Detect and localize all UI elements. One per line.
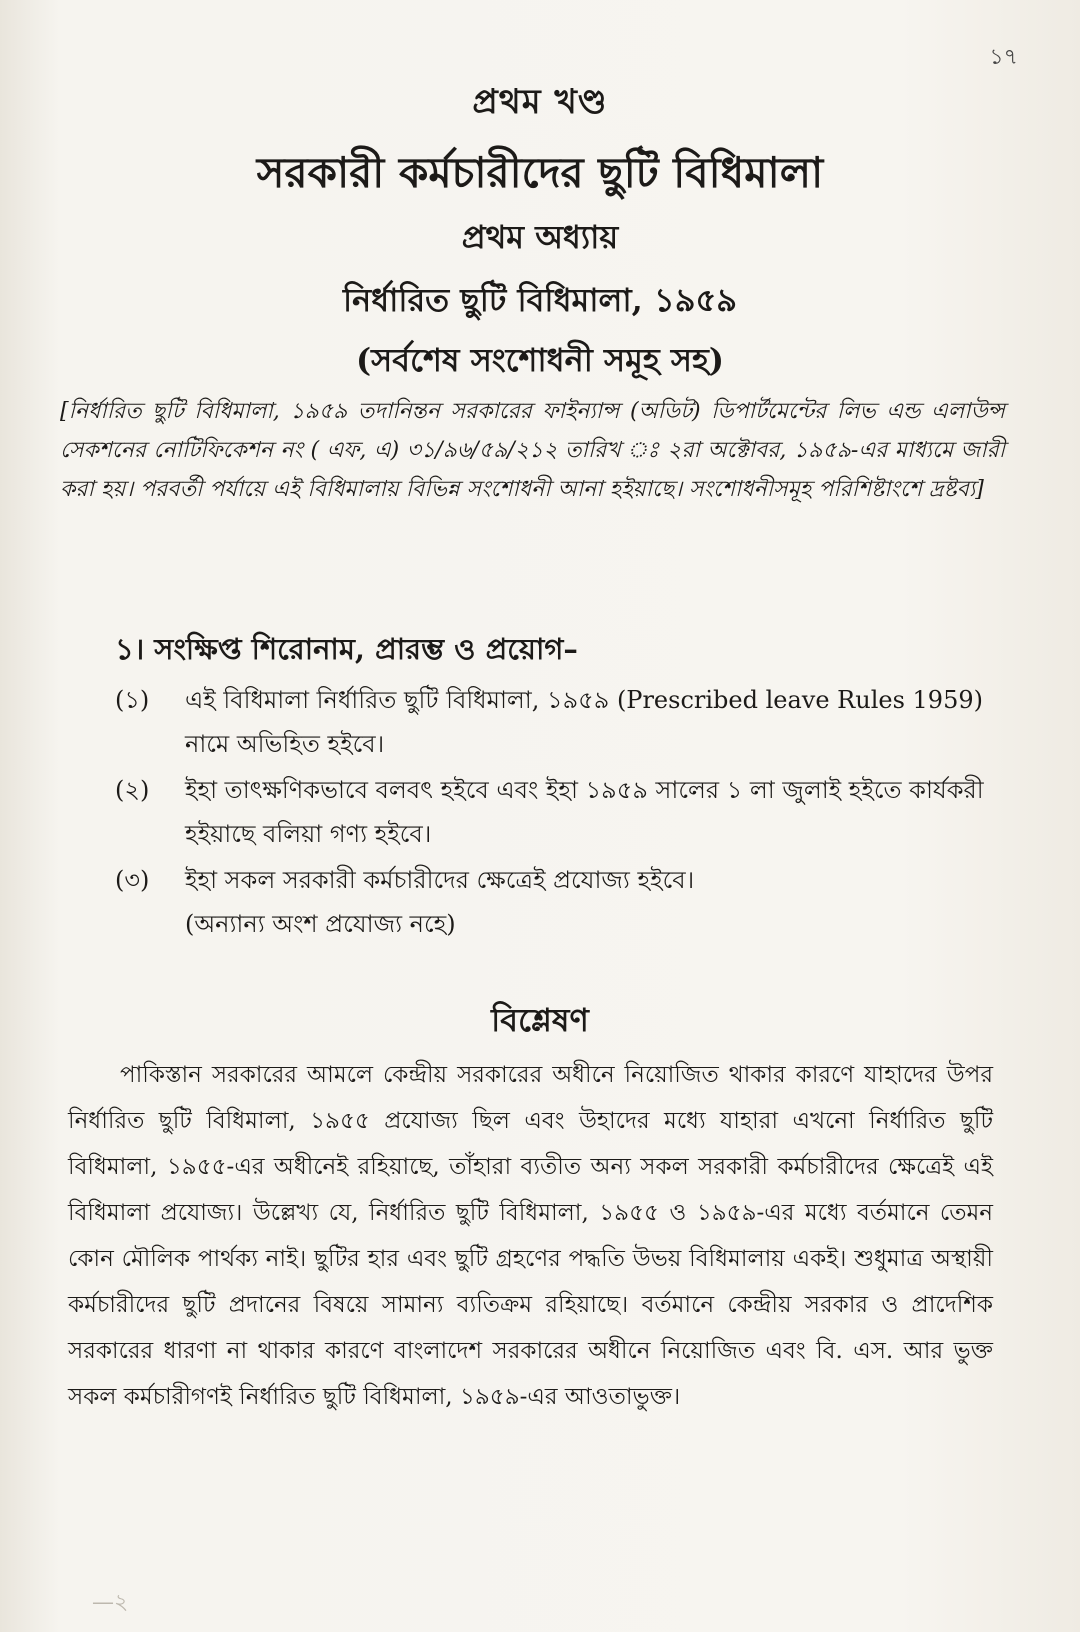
analysis-paragraph: পাকিস্তান সরকারের আমলে কেন্দ্রীয় সরকারের অধীনে নিয়োজিত থাকার কারণে যাহাদের উপর নির্ধারিত ছুটি বিধিমালা, ১৯৫৫ প্রযোজ্য ছিল এবং উহাদের মধ্যে যাহারা এখনো নির্ধারিত ছুটি বিধিমালা, ১৯৫৫-এর অধীনেই রহিয়াছে, তাঁহারা ব্যতীত অন্য সকল সরকারী কর্মচারীদের ক্ষেত্রেই এই বিধিমালা প্রযোজ্য। উল্লেখ্য যে, নির্ধারিত ছুটি বিধিমালা, ১৯৫৫ ও ১৯৫৯-এর মধ্যে বর্তমানে তেমন কোন মৌলিক পার্থক্য নাই। ছুটির হার এবং ছুটি গ্রহণের পদ্ধতি উভয় বিধিমালায় একই। শুধুমাত্র অস্থায়ী কর্মচারীদের ছুটি প্রদানের বিষয়ে সামান্য ব্যতিক্রম রহিয়াছে। বর্তমানে কেন্দ্রীয় সরকার ও প্রাদেশিক সরকারের ধারণা না থাকার কারণে বাংলাদেশ সরকারের অধীনে নিয়োজিত এবং বি. এস. আর ভুক্ত সকল কর্মচারীগণই নির্ধারিত ছুটি বিধিমালা, ১৯৫৯-এর আওতাভুক্ত। bbox=[68, 1062, 993, 1410]
clause-3 bbox=[115, 858, 995, 902]
main-title: সরকারী কর্মচারীদের ছুটি বিধিমালা bbox=[256, 148, 824, 197]
clause-2 bbox=[115, 768, 995, 856]
clause-number: (১) bbox=[115, 686, 150, 714]
clause-1 bbox=[115, 678, 995, 766]
page-number: ১৭ bbox=[989, 45, 1018, 70]
clause-text: এই বিধিমালা নির্ধারিত ছুটি বিধিমালা, ১৯৫৯ (Prescribed leave Rules 1959) নামে অভিহিত হইবে। bbox=[185, 686, 983, 758]
clause-text: ইহা সকল সরকারী কর্মচারীদের ক্ষেত্রেই প্রযোজ্য হইবে। bbox=[185, 866, 695, 894]
bleed-through-footer-mark: —২ bbox=[92, 1590, 129, 1615]
chapter-title: প্রথম অধ্যায় bbox=[461, 218, 619, 256]
part-title: প্রথম খণ্ড bbox=[472, 82, 608, 122]
analysis-title: বিশ্লেষণ bbox=[491, 1001, 589, 1039]
clause-number: (২) bbox=[115, 776, 150, 804]
clause-3-note: (অন্যান্য অংশ প্রযোজ্য নহে) bbox=[185, 910, 456, 938]
notification-note: [নির্ধারিত ছুটি বিধিমালা, ১৯৫৯ তদানিন্তন সরকারের ফাইন্যান্স (অডিট) ডিপার্টমেন্টের লিভ এন্ড এলাউন্স সেকশনের নোটিফিকেশন নং ( এফ, এ) ৩১/৯৬/৫৯/২১২ তারিখ ঃ ২রা অক্টোবর, ১৯৫৯-এর মাধ্যমে জারী করা হয়। পরবর্তী পর্যায়ে এই বিধিমালায় বিভিন্ন সংশোধনী আনা হইয়াছে। সংশোধনীসমূহ পরিশিষ্টাংশে দ্রষ্টব্য] bbox=[60, 399, 1005, 502]
clause-number: (৩) bbox=[115, 866, 150, 894]
rules-subtitle: (সর্বশেষ সংশোধনী সমূহ সহ) bbox=[356, 341, 724, 379]
rules-title: নির্ধারিত ছুটি বিধিমালা, ১৯৫৯ bbox=[342, 281, 738, 319]
clause-text: ইহা তাৎক্ষণিকভাবে বলবৎ হইবে এবং ইহা ১৯৫৯ সালের ১ লা জুলাই হইতে কার্যকরী হইয়াছে বলিয়া গণ্য হইবে। bbox=[185, 776, 984, 848]
section-heading: ১। সংক্ষিপ্ত শিরোনাম, প্রারম্ভ ও প্রয়োগ– bbox=[115, 632, 578, 666]
